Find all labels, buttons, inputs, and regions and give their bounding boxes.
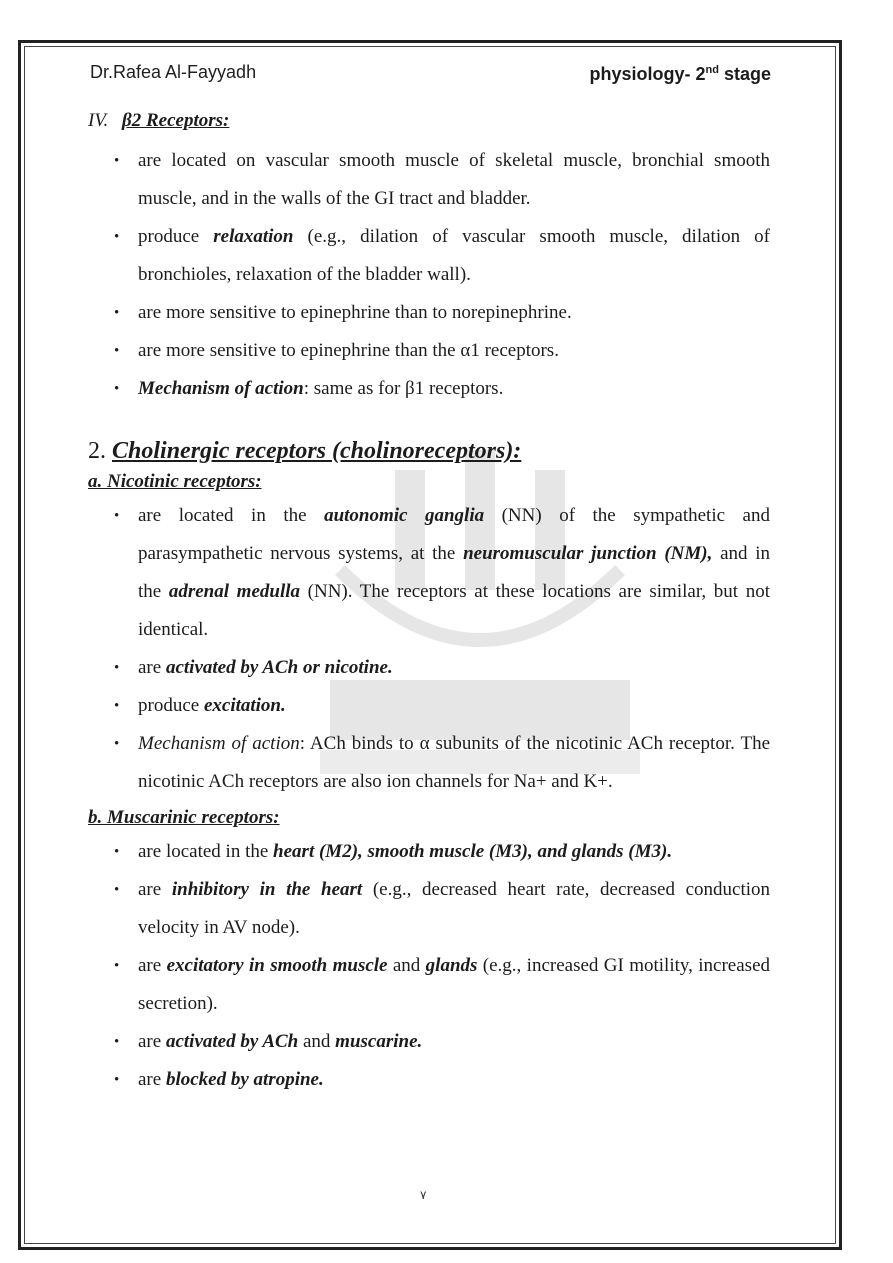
list-item-text: neuromuscular junction (NM),	[463, 543, 713, 564]
bullet-icon: •	[114, 660, 120, 676]
beta2-title: β2 Receptors:	[122, 110, 230, 131]
list-item-text: are more sensitive to epinephrine than to norepinephrine.	[138, 302, 572, 323]
nicotinic-heading: a. Nicotinic receptors:	[88, 471, 262, 492]
course-label: physiology- 2nd stage	[589, 64, 771, 84]
cholinergic-number: 2.	[88, 438, 106, 464]
list-item	[88, 142, 770, 218]
bullet-icon: •	[114, 229, 120, 245]
list-item-text: are	[138, 879, 172, 900]
list-item-text: (NN). The receptors at these locations are similar, but not identical.	[138, 581, 770, 640]
list-item-text: are	[138, 955, 167, 976]
beta2-list	[88, 142, 770, 408]
bullet-icon: •	[114, 343, 120, 359]
bullet-icon: •	[114, 958, 120, 974]
list-item	[88, 725, 770, 801]
nicotinic-list	[88, 497, 770, 801]
list-item-text: excitation.	[203, 695, 286, 716]
list-item-text: and	[298, 1031, 336, 1052]
bullet-icon: •	[114, 698, 120, 714]
list-item-text: are more sensitive to epinephrine than the α1 receptors.	[138, 340, 559, 361]
list-item	[88, 497, 770, 649]
list-item-text: : same as for β1 receptors.	[303, 378, 504, 399]
list-item-text: muscarine.	[335, 1031, 423, 1052]
list-item-text: : ACh binds to α subunits of the nicotinic ACh receptor. The nicotinic ACh receptors are also ion channels for Na+ and K+.	[138, 733, 771, 792]
list-item-text: are located in the	[138, 841, 274, 862]
page-header	[90, 60, 771, 90]
list-item-text: Mechanism of action	[138, 378, 304, 399]
list-item-text: (e.g., increased GI motility, increased secretion).	[138, 955, 771, 1014]
list-item-text: excitatory in smooth muscle	[166, 955, 388, 976]
list-item-text: glands	[425, 955, 478, 976]
list-item	[88, 947, 770, 1023]
bullet-icon: •	[114, 882, 120, 898]
muscarinic-heading: b. Muscarinic receptors:	[88, 807, 280, 828]
list-item	[88, 1023, 770, 1061]
bullet-icon: •	[114, 508, 120, 524]
list-item	[88, 332, 770, 370]
list-item	[88, 294, 770, 332]
list-item-text: adrenal medulla	[168, 581, 301, 602]
list-item-text: are located in the	[138, 505, 325, 526]
list-item	[88, 370, 770, 408]
bullet-icon: •	[114, 153, 120, 169]
list-item	[88, 833, 770, 871]
cholinergic-title: Cholinergic receptors (cholinoreceptors):	[112, 438, 522, 464]
list-item-text: inhibitory in the heart	[171, 879, 363, 900]
list-item	[88, 687, 770, 725]
list-item-text: are	[138, 657, 166, 678]
list-item-text: (e.g., dilation of vascular smooth muscle, dilation of bronchioles, relaxation of the bladder wall).	[138, 226, 770, 285]
list-item-text: are located on vascular smooth muscle of skeletal muscle, bronchial smooth muscle, and in the walls of the GI tract and bladder.	[138, 150, 770, 209]
list-item-text: produce	[138, 226, 214, 247]
bullet-icon: •	[114, 305, 120, 321]
list-item-text: produce	[138, 695, 204, 716]
bullet-icon: •	[114, 381, 120, 397]
bullet-icon: •	[114, 1072, 120, 1088]
list-item-text: activated by ACh	[165, 1031, 299, 1052]
list-item	[88, 218, 770, 294]
author-name: Dr.Rafea Al-Fayyadh	[90, 62, 257, 82]
list-item-text: are	[138, 1069, 166, 1090]
list-item-text: activated by ACh or nicotine.	[165, 657, 393, 678]
list-item	[88, 649, 770, 687]
list-item-text: autonomic ganglia	[324, 505, 485, 526]
list-item-text: Mechanism of action	[138, 733, 300, 754]
list-item-text: heart (M2), smooth muscle (M3), and glands (M3).	[273, 841, 673, 862]
list-item-text: (e.g., decreased heart rate, decreased conduction velocity in AV node).	[138, 879, 771, 938]
list-item-text: are	[138, 1031, 166, 1052]
list-item-text: relaxation	[213, 226, 294, 247]
list-item-text: and	[387, 955, 426, 976]
list-item	[88, 871, 770, 947]
list-item-text: (NN) of the sympathetic and parasympathetic nervous systems, at the	[138, 505, 770, 564]
document-body	[88, 110, 770, 1099]
cholinergic-heading	[88, 438, 770, 465]
bullet-icon: •	[114, 1034, 120, 1050]
bullet-icon: •	[114, 844, 120, 860]
list-item-text: and in the	[138, 543, 770, 602]
list-item	[88, 1061, 770, 1099]
page-number: ٧	[420, 1188, 427, 1202]
beta2-heading	[88, 110, 770, 132]
muscarinic-list	[88, 833, 770, 1099]
beta2-numeral: IV.	[88, 110, 109, 131]
bullet-icon: •	[114, 736, 120, 752]
list-item-text: blocked by atropine.	[165, 1069, 324, 1090]
